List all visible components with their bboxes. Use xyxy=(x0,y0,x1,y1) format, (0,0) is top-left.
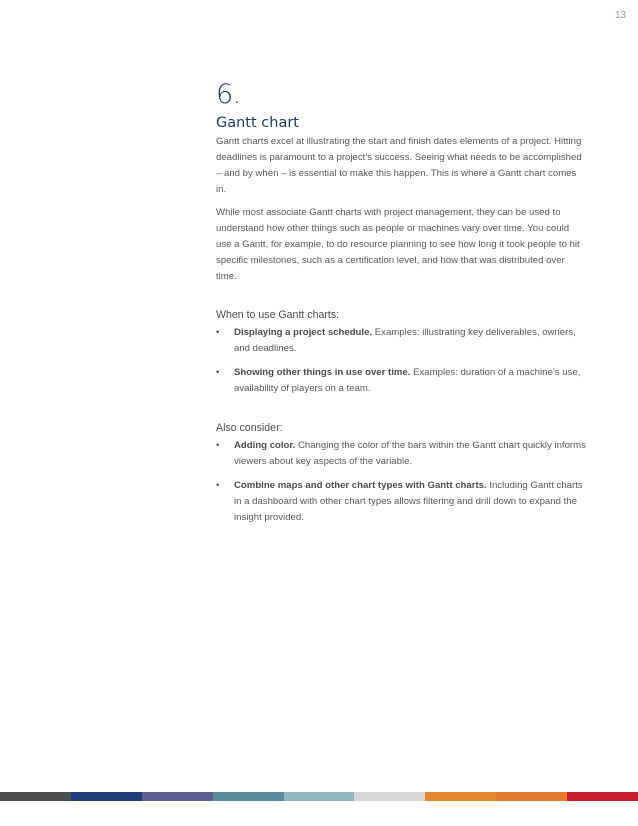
color-segment xyxy=(284,792,355,801)
color-segment xyxy=(0,792,71,801)
when-to-use-heading: When to use Gantt charts: xyxy=(216,309,340,321)
color-segment xyxy=(354,792,425,801)
bullet-icon: • xyxy=(216,367,220,378)
body-paragraph: While most associate Gantt charts with project management, they can be used to understand how other things such as people or machines vary over time. You could use a Gantt, for example, to do resource planning to see how long it took people to hit specific milestones, such as a certification level, and how that was distributed over time. xyxy=(216,207,580,282)
bullet-icon: • xyxy=(216,327,220,338)
list-item xyxy=(216,478,586,526)
bullet-icon: • xyxy=(216,440,220,451)
color-segment xyxy=(71,792,142,801)
list-item-bold: Showing other things in use over time. xyxy=(234,367,411,378)
color-segment xyxy=(567,792,638,801)
section-number: 6. xyxy=(216,79,241,110)
list-item-text: Examples: illustrating key deliverables, owners, and deadlines. xyxy=(234,327,576,354)
list-item xyxy=(216,325,586,357)
list-item-text: Examples: duration of a machine’s use, availability of players on a team. xyxy=(234,367,581,394)
color-segment xyxy=(142,792,213,801)
color-segment xyxy=(213,792,284,801)
list-item-bold: Adding color. xyxy=(234,440,296,451)
page-number: 13 xyxy=(614,10,626,21)
list-item-bold: Combine maps and other chart types with Gantt charts. xyxy=(234,480,487,491)
also-consider-list xyxy=(216,438,586,526)
bullet-icon: • xyxy=(216,480,220,491)
list-item-text: Including Gantt charts in a dashboard with other chart types allows filtering and drill down to expand the insight provided. xyxy=(234,480,583,523)
also-consider-heading: Also consider: xyxy=(216,422,283,434)
footer-color-bar xyxy=(0,792,638,801)
list-item xyxy=(216,365,586,397)
when-to-use-list xyxy=(216,325,586,397)
color-segment xyxy=(425,792,496,801)
section-title: Gantt chart xyxy=(216,115,299,131)
color-segment xyxy=(496,792,567,801)
intro-paragraph: Gantt charts excel at illustrating the start and finish dates elements of a project. Hitting deadlines is paramount to a project’s success. Seeing what needs to be accomplished – and by when – is essential to make this happen. This is where a Gantt chart comes in. xyxy=(216,136,582,195)
list-item-text: Changing the color of the bars within the Gantt chart quickly informs viewers about key aspects of the variable. xyxy=(234,440,586,467)
main-content xyxy=(216,78,586,526)
list-item-bold: Displaying a project schedule. xyxy=(234,327,373,338)
list-item xyxy=(216,438,586,470)
